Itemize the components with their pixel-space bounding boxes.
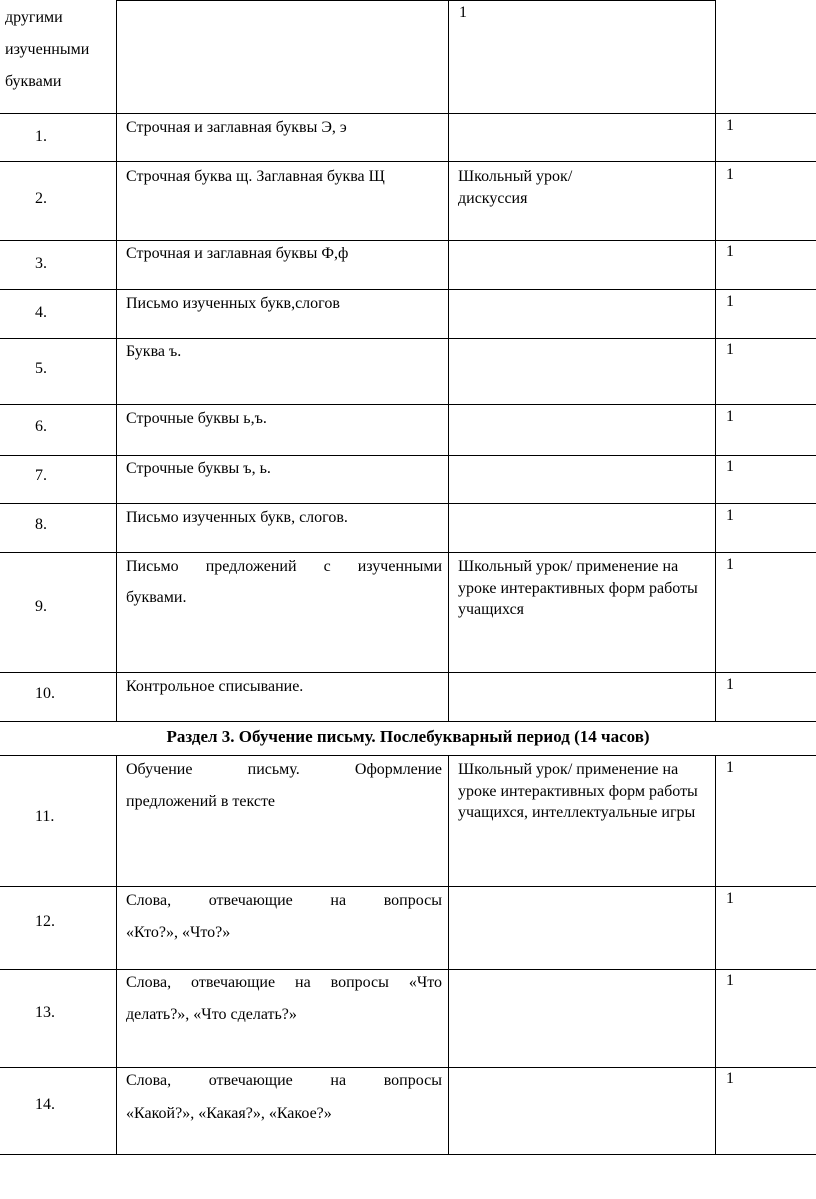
row-number: 10. (35, 685, 55, 702)
row-number: 12. (35, 913, 55, 930)
lesson-topic: Слова, отвечающие на вопросы (126, 892, 442, 909)
row-divider (0, 886, 816, 887)
row-number: 14. (35, 1096, 55, 1113)
row-divider (0, 404, 816, 405)
row-divider (0, 1067, 816, 1068)
hours-cell: 1 (726, 1070, 734, 1087)
lesson-topic: Буква ъ. (126, 343, 182, 360)
hours-cell: 1 (726, 166, 734, 183)
lesson-topic: Строчная буква щ. Заглавная буква Щ (126, 168, 385, 185)
table-border (715, 0, 716, 113)
row-divider (0, 338, 816, 339)
lesson-topic: «Кто?», «Что?» (126, 924, 231, 941)
table-border (116, 0, 716, 1)
lesson-topic: Строчная и заглавная буквы Э, э (126, 119, 347, 136)
lesson-topic: «Какой?», «Какая?», «Какое?» (126, 1105, 332, 1122)
table-border (116, 0, 117, 113)
lesson-line: буквами (5, 73, 62, 90)
row-divider (0, 755, 816, 756)
lesson-topic: Письмо предложений с изученными (126, 558, 442, 575)
row-number: 2. (35, 190, 47, 207)
lesson-topic: Письмо изученных букв, слогов. (126, 509, 348, 526)
hours-cell: 1 (726, 117, 734, 134)
column-divider (116, 755, 117, 1154)
top-row-lesson (5, 2, 115, 98)
row-number: 9. (35, 598, 47, 615)
lesson-topic: Слова, отвечающие на вопросы «Что (126, 974, 442, 991)
row-divider (0, 672, 816, 673)
lesson-topic: делать?», «Что сделать?» (126, 1006, 297, 1023)
lesson-topic: Строчная и заглавная буквы Ф,ф (126, 245, 349, 262)
lesson-topic: Строчные буквы ъ, ь. (126, 460, 271, 477)
lesson-topic: Контрольное списывание. (126, 678, 304, 695)
row-number: 11. (35, 808, 55, 825)
row-number: 13. (35, 1004, 55, 1021)
row-divider (0, 455, 816, 456)
column-divider (715, 113, 716, 721)
lesson-topic: Слова, отвечающие на вопросы (126, 1072, 442, 1089)
row-divider (0, 240, 816, 241)
hours-cell: 1 (726, 556, 734, 573)
hours-cell: 1 (726, 972, 734, 989)
row-number: 4. (35, 304, 47, 321)
hours-cell: 1 (726, 341, 734, 358)
row-divider (0, 721, 816, 722)
hours-cell: 1 (726, 458, 734, 475)
row-number: 7. (35, 467, 47, 484)
hours-cell: 1 (726, 408, 734, 425)
column-divider (448, 755, 449, 1154)
section-heading: Раздел 3. Обучение письму. Послебукварный период (14 часов) (166, 727, 650, 746)
lesson-method: Школьный урок/ применение на уроке интерактивных форм работы учащихся, интеллектуальные игры (458, 761, 698, 822)
column-divider (715, 755, 716, 1154)
row-divider (0, 969, 816, 970)
table-border (448, 0, 449, 113)
row-divider (0, 113, 816, 114)
hours-cell: 1 (726, 293, 734, 310)
row-number: 6. (35, 418, 47, 435)
lesson-topic: буквами. (126, 589, 187, 606)
column-divider (116, 113, 117, 721)
row-divider (0, 503, 816, 504)
row-number: 8. (35, 516, 47, 533)
row-divider (0, 1154, 816, 1155)
lesson-method: Школьный урок/ применение на уроке интерактивных форм работы учащихся (458, 558, 698, 619)
hours-cell: 1 (726, 890, 734, 907)
row-divider (0, 552, 816, 553)
lesson-line: другими (5, 9, 63, 26)
hours-cell: 1 (726, 507, 734, 524)
row-divider (0, 161, 816, 162)
hours-cell: 1 (726, 759, 734, 776)
lesson-method: Школьный урок/ дискуссия (458, 168, 573, 207)
row-number: 5. (35, 360, 47, 377)
hours-cell: 1 (726, 676, 734, 693)
lesson-line: изученными (5, 41, 90, 58)
row-divider (0, 289, 816, 290)
lesson-topic: Письмо изученных букв,слогов (126, 295, 340, 312)
lesson-topic: предложений в тексте (126, 793, 276, 810)
hours-cell: 1 (459, 4, 467, 21)
hours-cell: 1 (726, 243, 734, 260)
row-number: 3. (35, 255, 47, 272)
lesson-topic: Обучение письму. Оформление (126, 761, 442, 778)
row-number: 1. (35, 128, 47, 145)
lesson-topic: Строчные буквы ь,ъ. (126, 410, 267, 427)
column-divider (448, 113, 449, 721)
